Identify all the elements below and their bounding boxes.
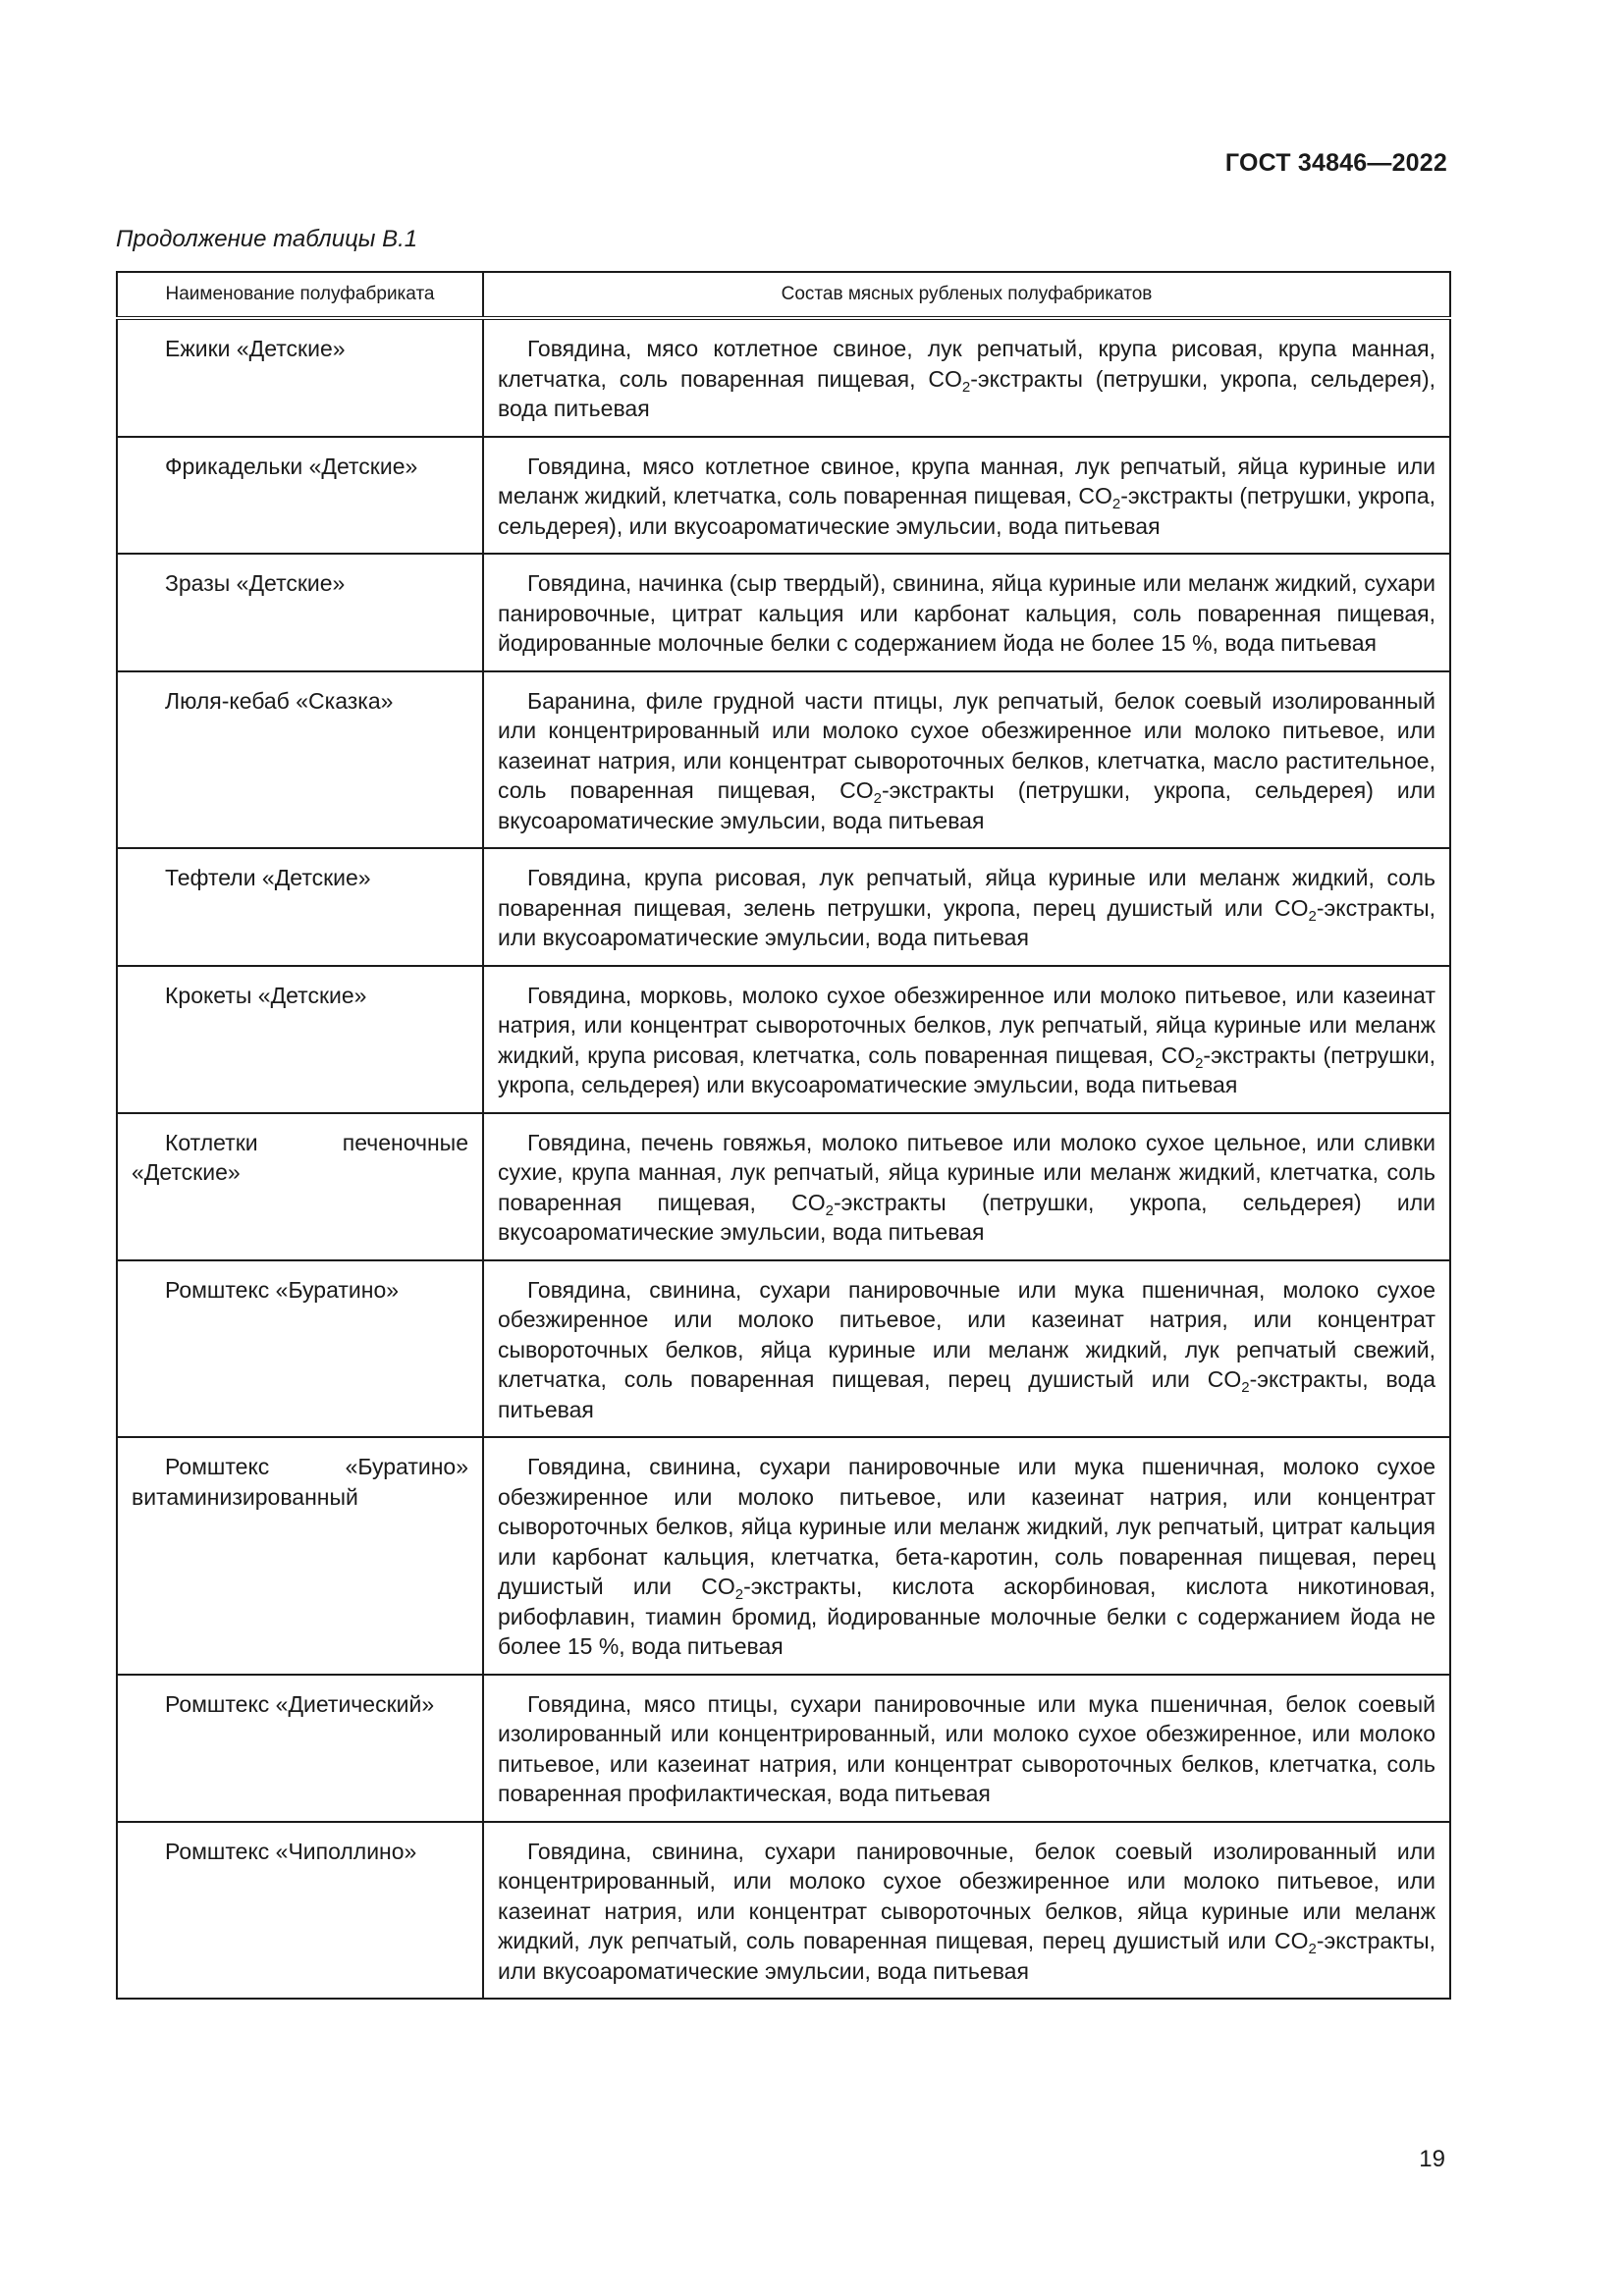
product-name: Ромштекс «Диетический» <box>165 1690 435 1717</box>
product-name: Ромштекс «Буратино» витаминизированный <box>132 1454 468 1510</box>
product-composition: Говядина, печень говяжья, молоко питьевое или молоко сухое цельное, или сливки сухие, крупа манная, лук репчатый, яйца куриные или меланж жидкий, клетчатка, соль поваренная пищевая, $CO_2$-экстракты (петрушки, укропа, сельдерея) или вкусоароматические эмульсии, вода питьевая <box>498 1129 1435 1245</box>
table-row <box>117 1675 1450 1822</box>
column-header-composition: Состав мясных рубленых полуфабрикатов <box>483 272 1450 318</box>
product-composition: Говядина, морковь, молоко сухое обезжиренное или молоко питьевое, или казеинат натрия, или концентрат сывороточных белков, лук репчатый, яйца куриные или меланж жидкий, крупа рисовая, клетчатка, соль поваренная пищевая, $CO_2$-экстракты (петрушки, укропа, сельдерея) или вкусоароматические эмульсии, вода питьевая <box>498 982 1435 1097</box>
composition-table <box>116 271 1451 2000</box>
product-composition: Говядина, крупа рисовая, лук репчатый, яйца куриные или меланж жидкий, соль поваренная пищевая, зелень петрушки, укропа, перец душистый или $CO_2$-экстракты, или вкусоароматические эмульсии, вода питьевая <box>498 865 1435 950</box>
table-header-row <box>117 272 1450 318</box>
table-row <box>117 1437 1450 1675</box>
table-row <box>117 966 1450 1113</box>
product-composition: Баранина, филе грудной части птицы, лук репчатый, белок соевый изолированный или концентрированный или молоко сухое обезжиренное или молоко питьевое, или казеинат натрия, или концентрат сывороточных белков, клетчатка, масло растительное, соль поваренная пищевая, $CO_2$-экстракты (петрушки, укропа, сельдерея) или вкусоароматические эмульсии, вода питьевая <box>498 687 1435 833</box>
page-number: 19 <box>1419 2146 1445 2172</box>
product-composition: Говядина, свинина, сухари панировочные, белок соевый изолированный или концентрированный, или молоко сухое обезжиренное или молоко питьевое, или казеинат натрия, или концентрат сывороточных белков, яйца куриные или меланж жидкий, лук репчатый, соль поваренная пищевая, перец душистый или $CO_2$-экстракты, или вкусоароматические эмульсии, вода питьевая <box>498 1838 1435 1984</box>
product-name: Ежики «Детские» <box>165 336 346 361</box>
product-name: Тефтели «Детские» <box>165 865 371 890</box>
product-composition: Говядина, свинина, сухари панировочные или мука пшеничная, молоко сухое обезжиренное или молоко питьевое, или казеинат натрия, или концентрат сывороточных белков, яйца куриные или меланж жидкий, лук репчатый, цитрат кальция или карбонат кальция, клетчатка, бета-каротин, соль поваренная пищевая, перец душистый или $CO_2$-экстракты, кислота аскорбиновая, кислота никотиновая, рибофлавин, тиамин бромид, йодированные молочные белки с содержанием йода не более 15 %, вода питьевая <box>498 1454 1435 1659</box>
table-row <box>117 1260 1450 1438</box>
product-name: Котлетки печеночные «Детские» <box>132 1129 468 1185</box>
table-row <box>117 848 1450 966</box>
table-row <box>117 1113 1450 1260</box>
table-row <box>117 554 1450 671</box>
product-composition: Говядина, мясо котлетное свиное, крупа манная, лук репчатый, яйца куриные или меланж жидкий, клетчатка, соль поваренная пищевая, $CO_2$-экстракты (петрушки, укропа, сельдерея), или вкусоароматические эмульсии, вода питьевая <box>498 453 1436 539</box>
product-name: Люля-кебаб «Сказка» <box>165 687 394 714</box>
table-row <box>117 671 1450 849</box>
document-standard-number: ГОСТ 34846—2022 <box>1224 149 1447 177</box>
product-composition: Говядина, свинина, сухари панировочные или мука пшеничная, молоко сухое обезжиренное или молоко питьевое, или казеинат натрия, или концентрат сывороточных белков, яйца куриные или меланж жидкий, лук репчатый свежий, клетчатка, соль поваренная пищевая, перец душистый или $CO_2$-экстракты, вода питьевая <box>498 1276 1435 1422</box>
product-composition: Говядина, мясо птицы, сухари панировочные или мука пшеничная, белок соевый изолированный или концентрированный, или молоко сухое обезжиренное, или молоко питьевое, или казеинат натрия, или концентрат сывороточных белков, клетчатка, соль поваренная профилактическая, вода питьевая <box>498 1690 1435 1806</box>
product-name: Крокеты «Детские» <box>165 982 367 1008</box>
product-name: Ромштекс «Чиполлино» <box>165 1838 417 1864</box>
product-composition: Говядина, начинка (сыр твердый), свинина, яйца куриные или меланж жидкий, сухари панировочные, цитрат кальция или карбонат кальция, соль поваренная пищевая, йодированные молочные белки с содержанием йода не более 15 %, вода питьевая <box>498 570 1435 656</box>
product-composition: Говядина, мясо котлетное свиное, лук репчатый, крупа рисовая, крупа манная, клетчатка, соль поваренная пищевая, $CO_2$-экстракты (петрушки, укропа, сельдерея), вода питьевая <box>498 336 1435 421</box>
product-name: Фрикадельки «Детские» <box>165 453 418 479</box>
table-row <box>117 318 1450 437</box>
table-caption: Продолжение таблицы В.1 <box>116 226 418 252</box>
table-row <box>117 1822 1450 2000</box>
product-name: Зразы «Детские» <box>165 570 346 596</box>
product-name: Ромштекс «Буратино» <box>165 1276 400 1303</box>
table-row <box>117 437 1450 555</box>
column-header-name: Наименование полуфабриката <box>117 272 483 318</box>
